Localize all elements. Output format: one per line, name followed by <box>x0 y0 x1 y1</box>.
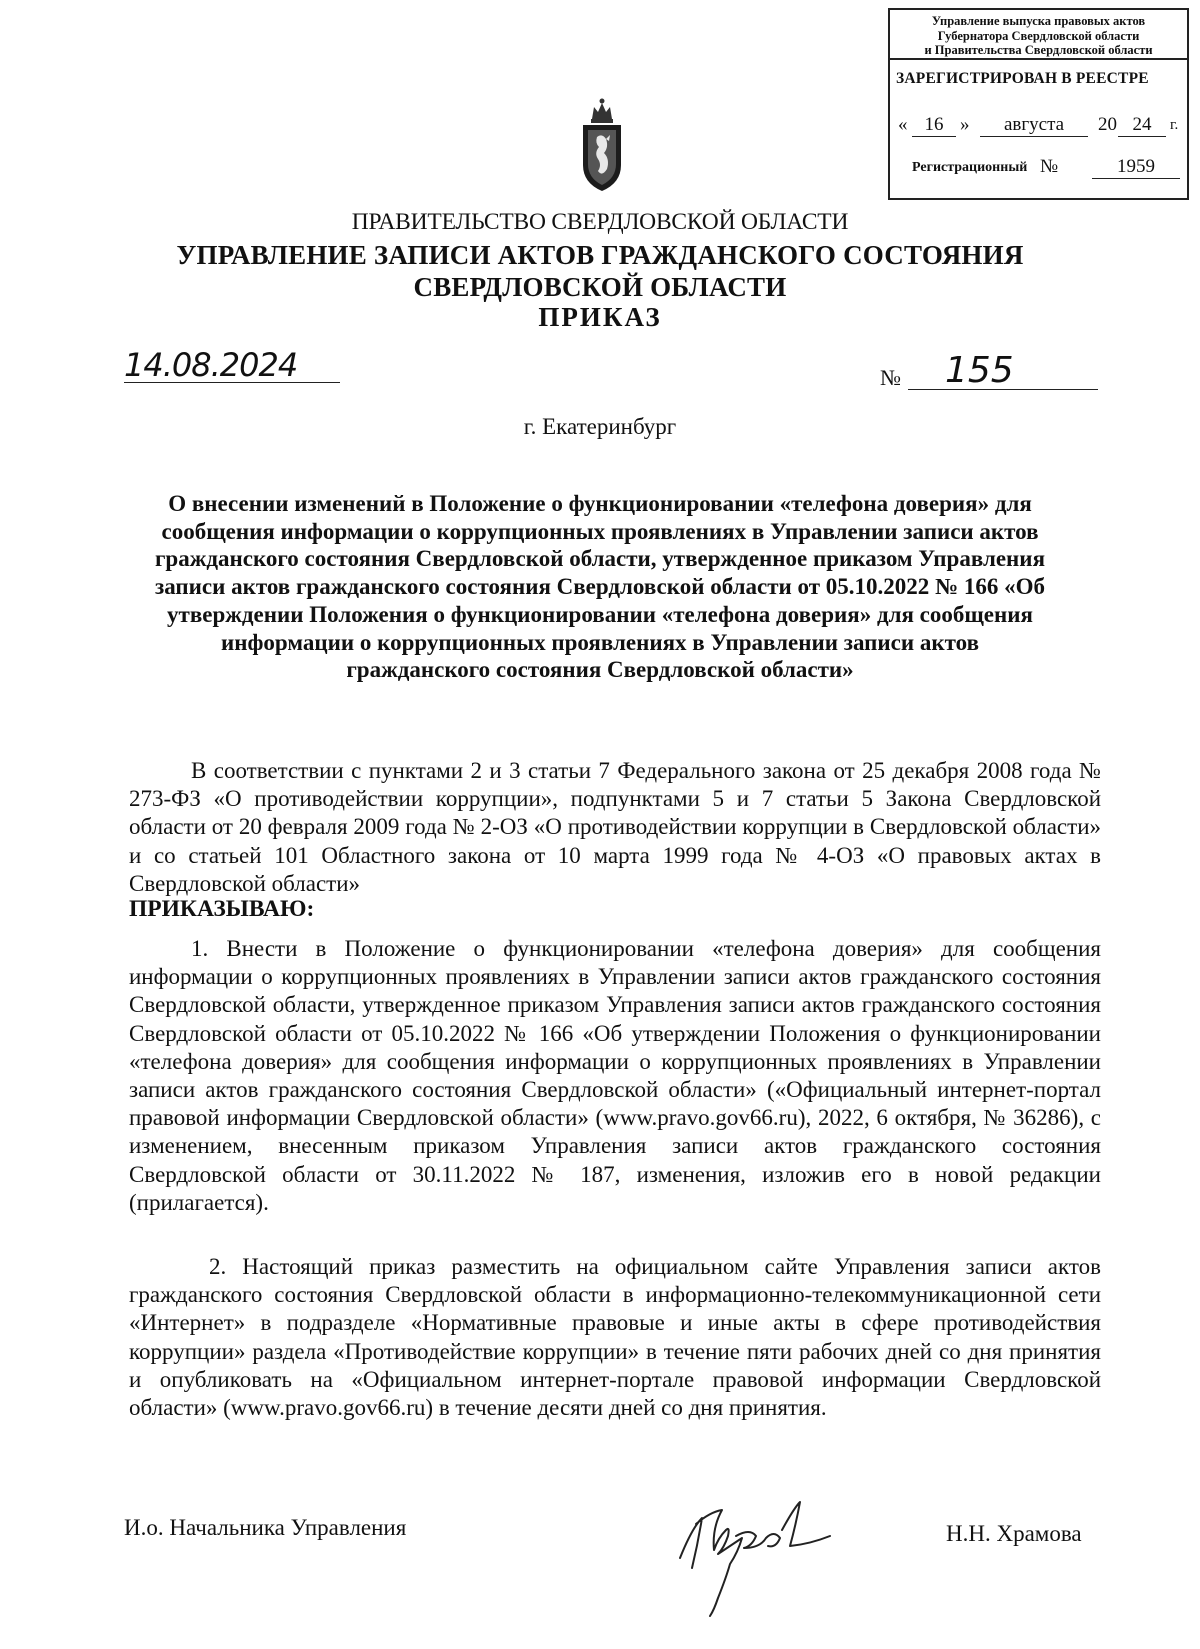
department-name <box>0 239 1200 303</box>
doc-type: ПРИКАЗ <box>538 302 662 332</box>
stamp-quote-open: « <box>898 114 908 135</box>
handwritten-signature <box>670 1488 850 1618</box>
preamble-paragraph: В соответствии с пунктами 2 и 3 статьи 7 Федерального закона от 25 декабря 2008 года № 273-ФЗ «О противодействии коррупции», подпунктами 5 и 7 статьи 5 Закона Свердловской области от 20 февраля 2009 года № 2-ОЗ «О противодействии коррупции в Свердловской области» и со статьей 101 Областного закона от 10 марта 1999 года № 4-ОЗ «О правовых актах в Свердловской области» <box>129 758 1101 896</box>
order-title: О внесении изменений в Положение о функционировании «телефона доверия» для сообщения информации о коррупционных проявлениях в Управлении записи актов гражданского состояния Свердловской области, утвержденное приказом Управления записи актов гражданского состояния Свердловской области от 05.10.2022 № 166 «Об утверждении Положения о функционировании «телефона доверия» для сообщения информации о коррупционных проявлениях в Управлении записи актов гражданского состояния Свердловской области» <box>154 491 1046 683</box>
order-number: 155 <box>945 350 1014 391</box>
order-date: 14.08.2024 <box>124 348 340 383</box>
stamp-reg-value: 1959 <box>1092 156 1180 179</box>
order-number-label: № <box>880 365 901 390</box>
stamp-reg-number <box>912 156 1155 177</box>
department-line-2: СВЕРДЛОВСКОЙ ОБЛАСТИ <box>413 272 787 302</box>
stamp-month: августа <box>980 114 1088 137</box>
item-2-paragraph: 2. Настоящий приказ разместить на официальном сайте Управления записи актов гражданского состояния Свердловской области в информационно-телекоммуникационной сети «Интернет» в подразделе «Нормативные правовые и иные акты в сфере противодействия коррупции» раздела «Противодействие коррупции» в течение пяти рабочих дней со дня принятия и опубликовать на «Официальном интернет-портале правовой информации Свердловской области» (www.pravo.gov66.ru) в течение десяти дней со дня принятия. <box>129 1254 1101 1421</box>
coat-of-arms-icon <box>580 95 624 195</box>
stamp-registered-label: ЗАРЕГИСТРИРОВАН В РЕЕСТРЕ <box>896 70 1149 87</box>
stamp-quote-close: » <box>960 114 970 135</box>
government-name: ПРАВИТЕЛЬСТВО СВЕРДЛОВСКОЙ ОБЛАСТИ <box>351 209 849 235</box>
stamp-office-line-2: Губернатора Свердловской области <box>937 28 1140 43</box>
stamp-number-sign: № <box>1040 156 1059 177</box>
signatory-position: И.о. Начальника Управления <box>124 1515 407 1540</box>
department-line-1: УПРАВЛЕНИЕ ЗАПИСИ АКТОВ ГРАЖДАНСКОГО СОСТОЯНИЯ <box>176 240 1024 270</box>
stamp-year-prefix: 20 <box>1098 114 1117 135</box>
stamp-office <box>890 10 1187 60</box>
stamp-office-line-1: Управление выпуска правовых актов <box>931 14 1146 28</box>
order-word: ПРИКАЗЫВАЮ: <box>129 896 315 922</box>
city: г. Екатеринбург <box>523 414 677 439</box>
signatory-name: Н.Н. Храмова <box>946 1521 1082 1546</box>
stamp-year-abbr: г. <box>1170 117 1179 133</box>
item-1-paragraph: 1. Внести в Положение о функционировании «телефона доверия» для сообщения информации о коррупционных проявлениях в Управлении записи актов гражданского состояния Свердловской области, утвержденное приказом Управления записи актов гражданского состояния Свердловской области от 05.10.2022 № 166 «Об утверждении Положения о функционировании «телефона доверия» для сообщения информации о коррупционных проявлениях в Управлении записи актов гражданского состояния Свердловской области» («Официальный интернет-портал правовой информации Свердловской области» (www.pravo.gov66.ru), 2022, 6 октября, № 36286), с изменением, внесенным приказом Управления записи актов гражданского состояния Свердловской области от 30.11.2022 № 187, изменения, изложив его в новой редакции (прилагается). <box>129 936 1101 1215</box>
registration-stamp <box>888 8 1189 200</box>
stamp-day: 16 <box>912 114 956 137</box>
stamp-year-suffix: 24 <box>1118 114 1166 137</box>
stamp-reg-label: Регистрационный <box>912 160 1028 175</box>
stamp-office-line-3: и Правительства Свердловской области <box>924 43 1153 57</box>
